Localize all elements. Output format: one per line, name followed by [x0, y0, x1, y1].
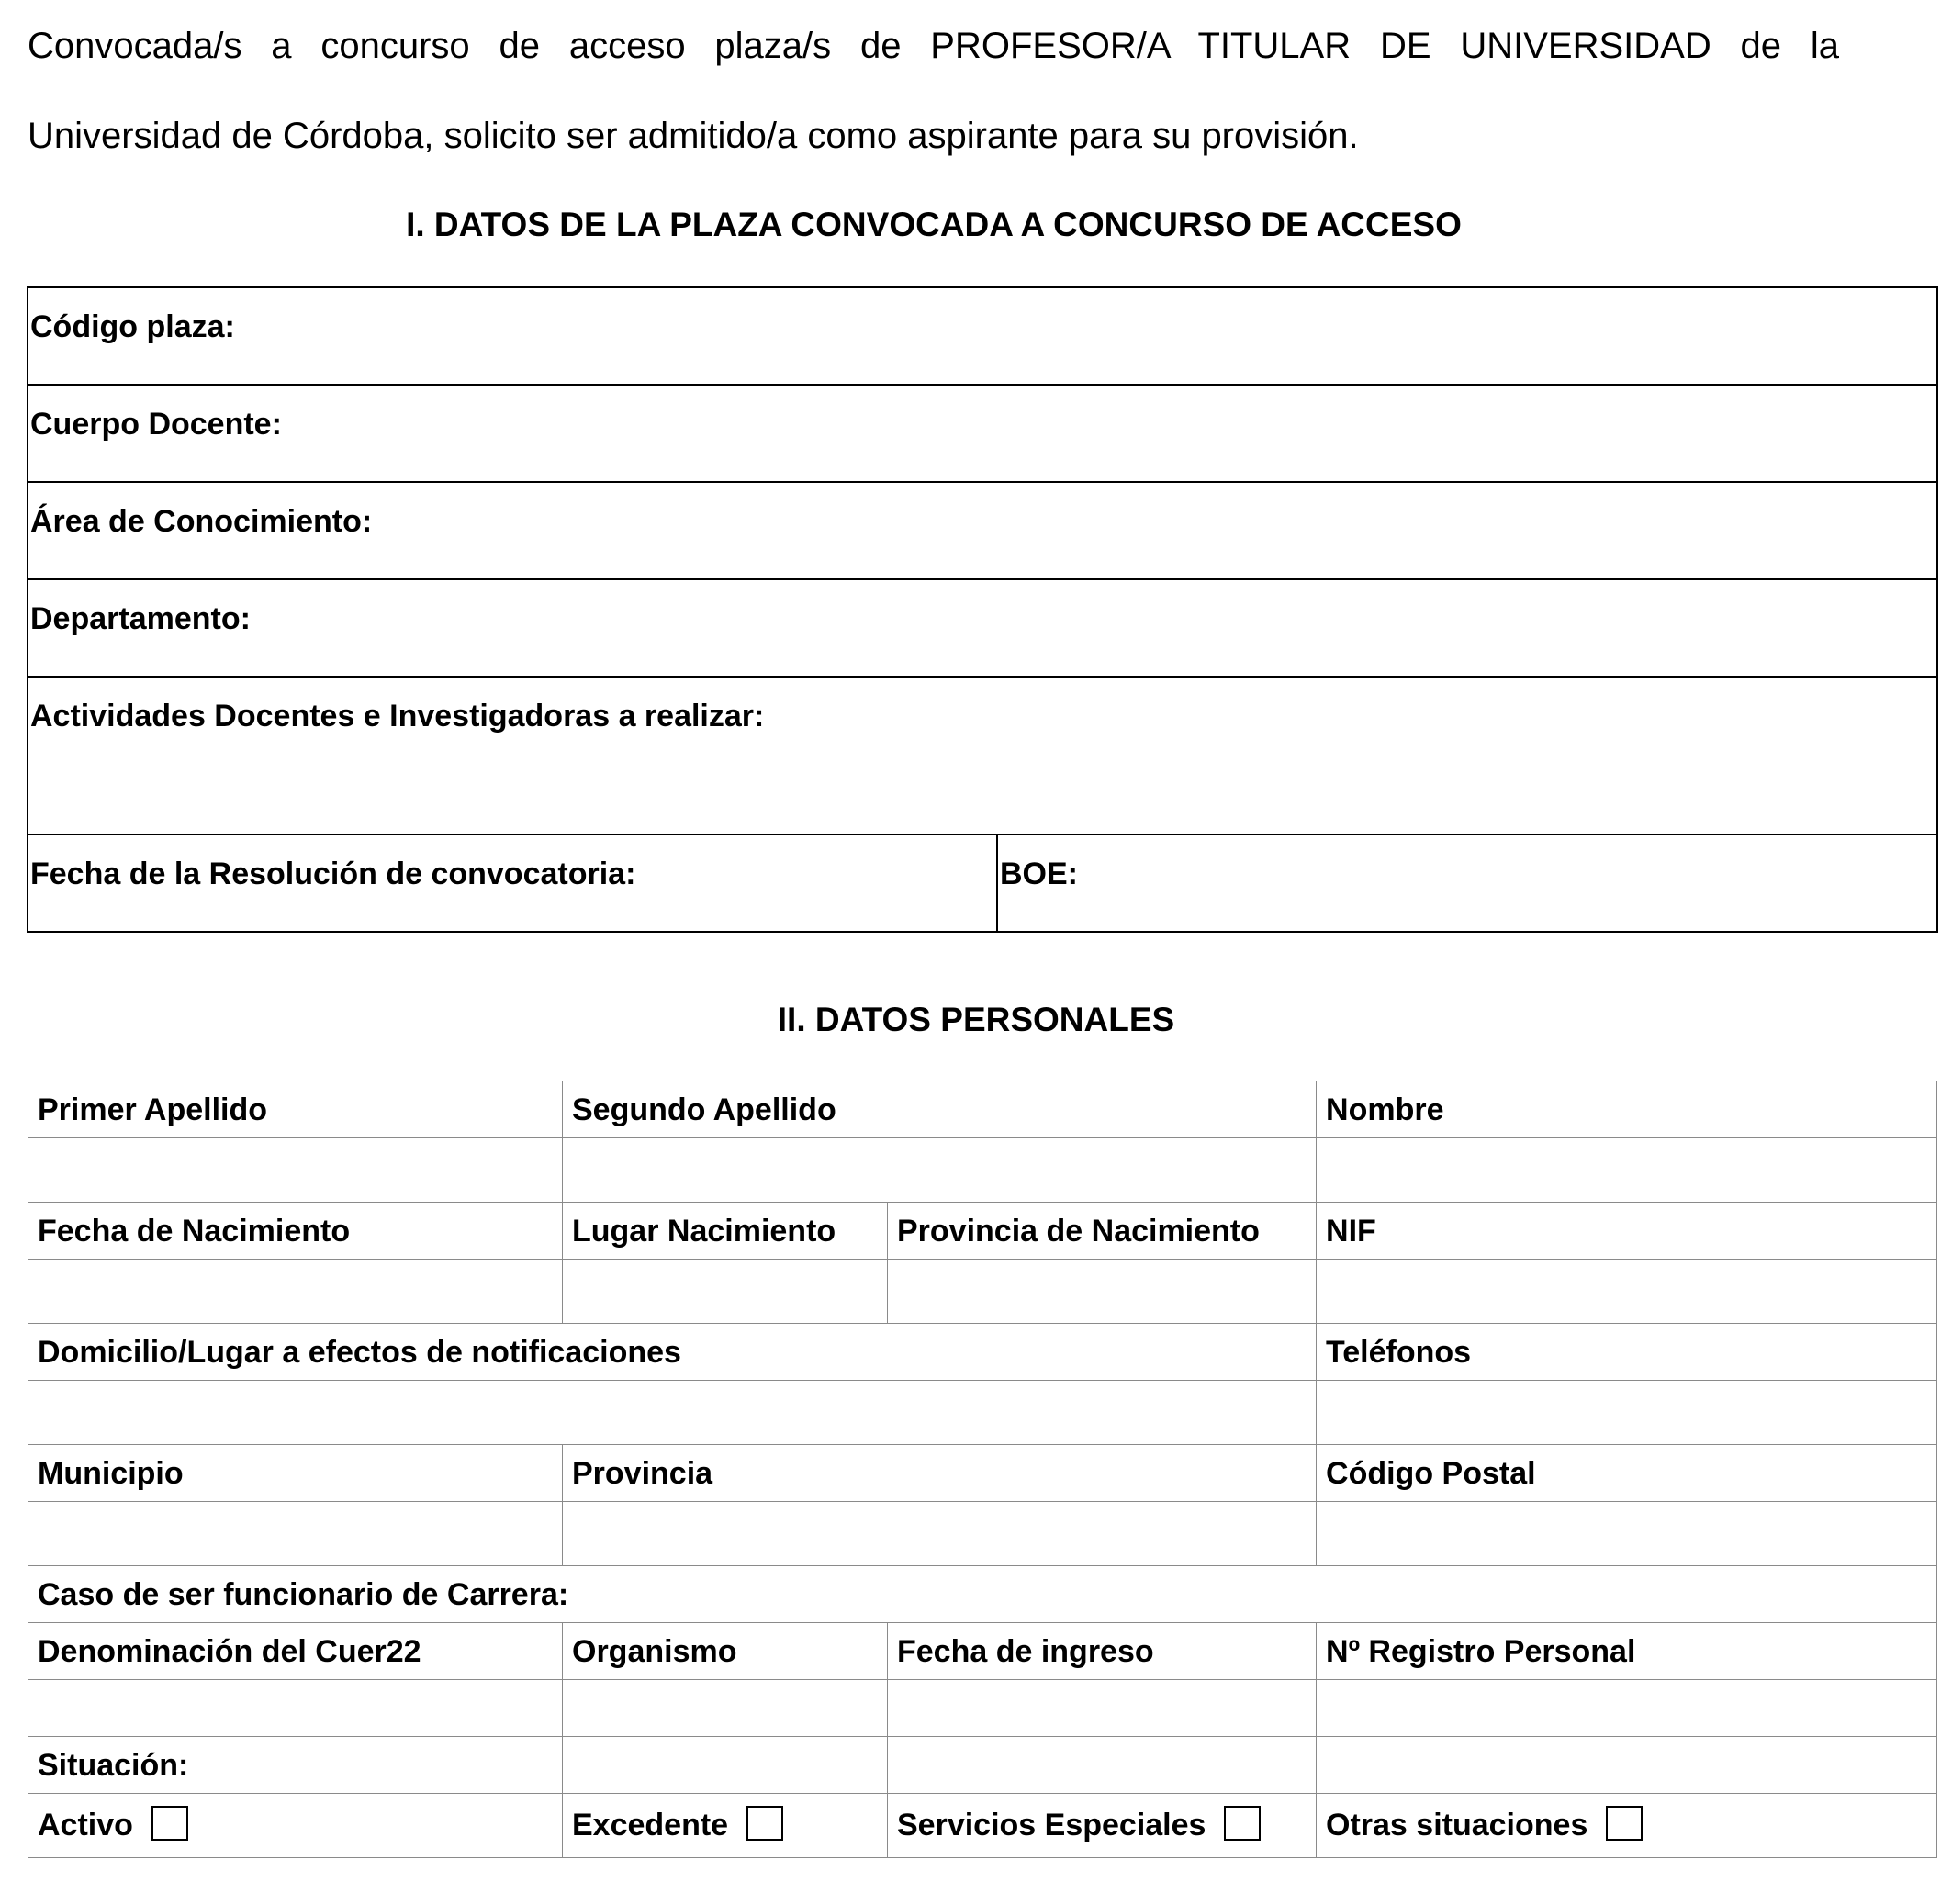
- situacion-empty-cell-4: [1317, 1737, 1937, 1794]
- segundo-apellido-label: Segundo Apellido: [563, 1081, 1317, 1138]
- actividades-field[interactable]: [28, 677, 1937, 834]
- cuerpo-docente-label: Cuerpo Docente:: [30, 407, 282, 442]
- codigo-postal-input[interactable]: [1317, 1502, 1937, 1566]
- section-title-personal: II. DATOS PERSONALES: [777, 1001, 1175, 1038]
- fecha-ingreso-input[interactable]: [888, 1680, 1317, 1737]
- denominacion-input[interactable]: [28, 1680, 563, 1737]
- activo-option[interactable]: [28, 1794, 563, 1858]
- intro-text-line-1: Convocada/s a concurso de acceso plaza/s de PROFESOR/A TITULAR DE UNIVERSIDAD de la: [28, 26, 1839, 66]
- boe-field[interactable]: [997, 834, 1937, 932]
- domicilio-input[interactable]: [28, 1381, 1317, 1445]
- fecha-resolucion-label: Fecha de la Resolución de convocatoria:: [30, 857, 636, 891]
- servicios-especiales-option[interactable]: [888, 1794, 1317, 1858]
- telefonos-label: Teléfonos: [1317, 1324, 1937, 1381]
- area-conocimiento-label: Área de Conocimiento:: [30, 504, 373, 539]
- codigo-plaza-label: Código plaza:: [30, 309, 235, 344]
- personal-data-table: [28, 1081, 1937, 1858]
- fecha-ingreso-label: Fecha de ingreso: [888, 1623, 1317, 1680]
- departamento-field[interactable]: [28, 579, 1937, 677]
- provincia-nacimiento-label: Provincia de Nacimiento: [888, 1203, 1317, 1260]
- otras-situaciones-label: Otras situaciones: [1326, 1807, 1588, 1842]
- registro-personal-label: Nº Registro Personal: [1317, 1623, 1937, 1680]
- primer-apellido-input[interactable]: [28, 1138, 563, 1203]
- primer-apellido-label: Primer Apellido: [28, 1081, 563, 1138]
- intro-text-line-2: Universidad de Córdoba, solicito ser admitido/a como aspirante para su provisión.: [28, 116, 1359, 156]
- excedente-option[interactable]: [563, 1794, 888, 1858]
- section-title-plaza: I. DATOS DE LA PLAZA CONVOCADA A CONCURSO DE ACCESO: [406, 206, 1462, 243]
- boe-label: BOE:: [1000, 857, 1078, 891]
- provincia-label: Provincia: [563, 1445, 1317, 1502]
- otras-situaciones-option[interactable]: [1317, 1794, 1937, 1858]
- situacion-label: Situación:: [28, 1737, 563, 1794]
- municipio-input[interactable]: [28, 1502, 563, 1566]
- provincia-nacimiento-input[interactable]: [888, 1260, 1317, 1324]
- nif-label: NIF: [1317, 1203, 1937, 1260]
- codigo-postal-label: Código Postal: [1317, 1445, 1937, 1502]
- cuerpo-docente-field[interactable]: [28, 385, 1937, 482]
- organismo-label: Organismo: [563, 1623, 888, 1680]
- departamento-label: Departamento:: [30, 601, 251, 636]
- fecha-nacimiento-label: Fecha de Nacimiento: [28, 1203, 563, 1260]
- situacion-empty-cell-2: [563, 1737, 888, 1794]
- funcionario-heading: Caso de ser funcionario de Carrera:: [28, 1566, 1937, 1623]
- plaza-data-table: [27, 286, 1938, 933]
- registro-personal-input[interactable]: [1317, 1680, 1937, 1737]
- nif-input[interactable]: [1317, 1260, 1937, 1324]
- segundo-apellido-input[interactable]: [563, 1138, 1317, 1203]
- activo-label: Activo: [38, 1807, 133, 1842]
- nombre-input[interactable]: [1317, 1138, 1937, 1203]
- denominacion-label: Denominación del Cuer22: [28, 1623, 563, 1680]
- otras-situaciones-checkbox[interactable]: [1606, 1806, 1643, 1841]
- situacion-empty-cell-3: [888, 1737, 1317, 1794]
- organismo-input[interactable]: [563, 1680, 888, 1737]
- lugar-nacimiento-input[interactable]: [563, 1260, 888, 1324]
- actividades-label: Actividades Docentes e Investigadoras a realizar:: [30, 699, 765, 734]
- domicilio-label: Domicilio/Lugar a efectos de notificaciones: [28, 1324, 1317, 1381]
- nombre-label: Nombre: [1317, 1081, 1937, 1138]
- fecha-nacimiento-input[interactable]: [28, 1260, 563, 1324]
- lugar-nacimiento-label: Lugar Nacimiento: [563, 1203, 888, 1260]
- area-conocimiento-field[interactable]: [28, 482, 1937, 579]
- fecha-resolucion-field[interactable]: [28, 834, 997, 932]
- excedente-label: Excedente: [572, 1807, 729, 1842]
- excedente-checkbox[interactable]: [746, 1806, 783, 1841]
- servicios-especiales-label: Servicios Especiales: [897, 1807, 1206, 1842]
- provincia-input[interactable]: [563, 1502, 1317, 1566]
- telefonos-input[interactable]: [1317, 1381, 1937, 1445]
- codigo-plaza-field[interactable]: [28, 287, 1937, 385]
- servicios-especiales-checkbox[interactable]: [1224, 1806, 1261, 1841]
- activo-checkbox[interactable]: [151, 1806, 188, 1841]
- municipio-label: Municipio: [28, 1445, 563, 1502]
